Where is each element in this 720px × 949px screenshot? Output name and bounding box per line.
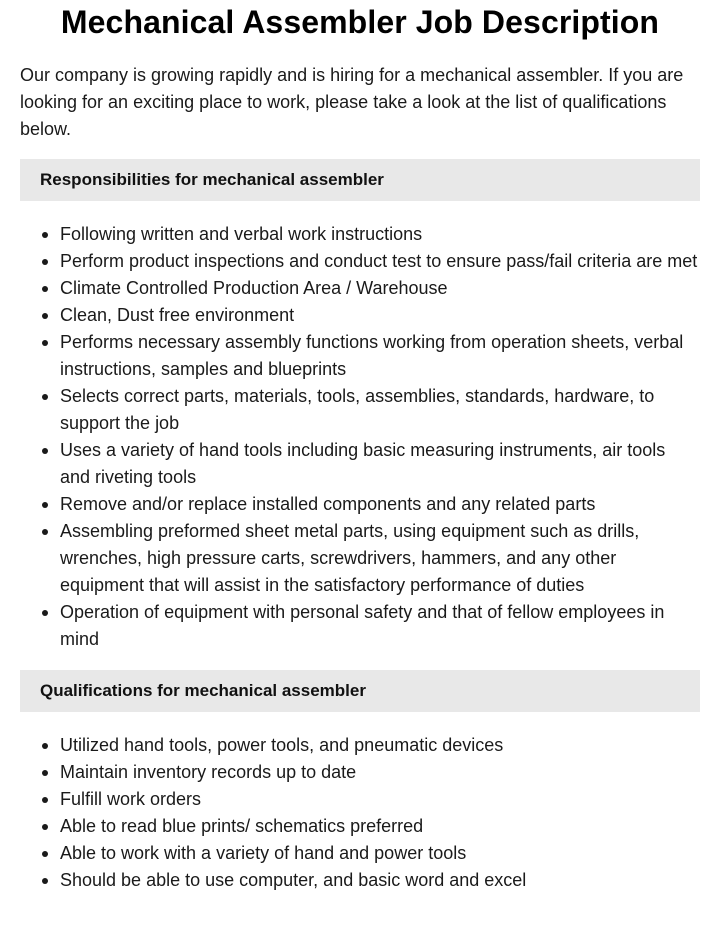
list-item: Climate Controlled Production Area / Warehouse <box>60 275 700 302</box>
list-item: Able to read blue prints/ schematics preferred <box>60 813 700 840</box>
list-item: Performs necessary assembly functions working from operation sheets, verbal instructions, samples and blueprints <box>60 329 700 383</box>
list-item: Following written and verbal work instructions <box>60 221 700 248</box>
list-item: Assembling preformed sheet metal parts, using equipment such as drills, wrenches, high pressure carts, screwdrivers, hammers, and any other equipment that will assist in the satisfactory performance of duties <box>60 518 700 599</box>
list-item: Perform product inspections and conduct test to ensure pass/fail criteria are met <box>60 248 700 275</box>
list-item: Remove and/or replace installed components and any related parts <box>60 491 700 518</box>
qualifications-list <box>20 732 700 894</box>
responsibilities-heading: Responsibilities for mechanical assembler <box>20 159 700 201</box>
list-item: Uses a variety of hand tools including basic measuring instruments, air tools and riveting tools <box>60 437 700 491</box>
list-item: Utilized hand tools, power tools, and pneumatic devices <box>60 732 700 759</box>
responsibilities-list <box>20 221 700 653</box>
list-item: Should be able to use computer, and basic word and excel <box>60 867 700 894</box>
list-item: Selects correct parts, materials, tools, assemblies, standards, hardware, to support the job <box>60 383 700 437</box>
list-item: Clean, Dust free environment <box>60 302 700 329</box>
list-item: Fulfill work orders <box>60 786 700 813</box>
list-item: Maintain inventory records up to date <box>60 759 700 786</box>
list-item: Able to work with a variety of hand and power tools <box>60 840 700 867</box>
page-title: Mechanical Assembler Job Description <box>60 4 660 40</box>
qualifications-heading: Qualifications for mechanical assembler <box>20 670 700 712</box>
list-item: Operation of equipment with personal safety and that of fellow employees in mind <box>60 599 700 653</box>
intro-paragraph: Our company is growing rapidly and is hiring for a mechanical assembler. If you are looking for an exciting place to work, please take a look at the list of qualifications below. <box>20 65 684 139</box>
